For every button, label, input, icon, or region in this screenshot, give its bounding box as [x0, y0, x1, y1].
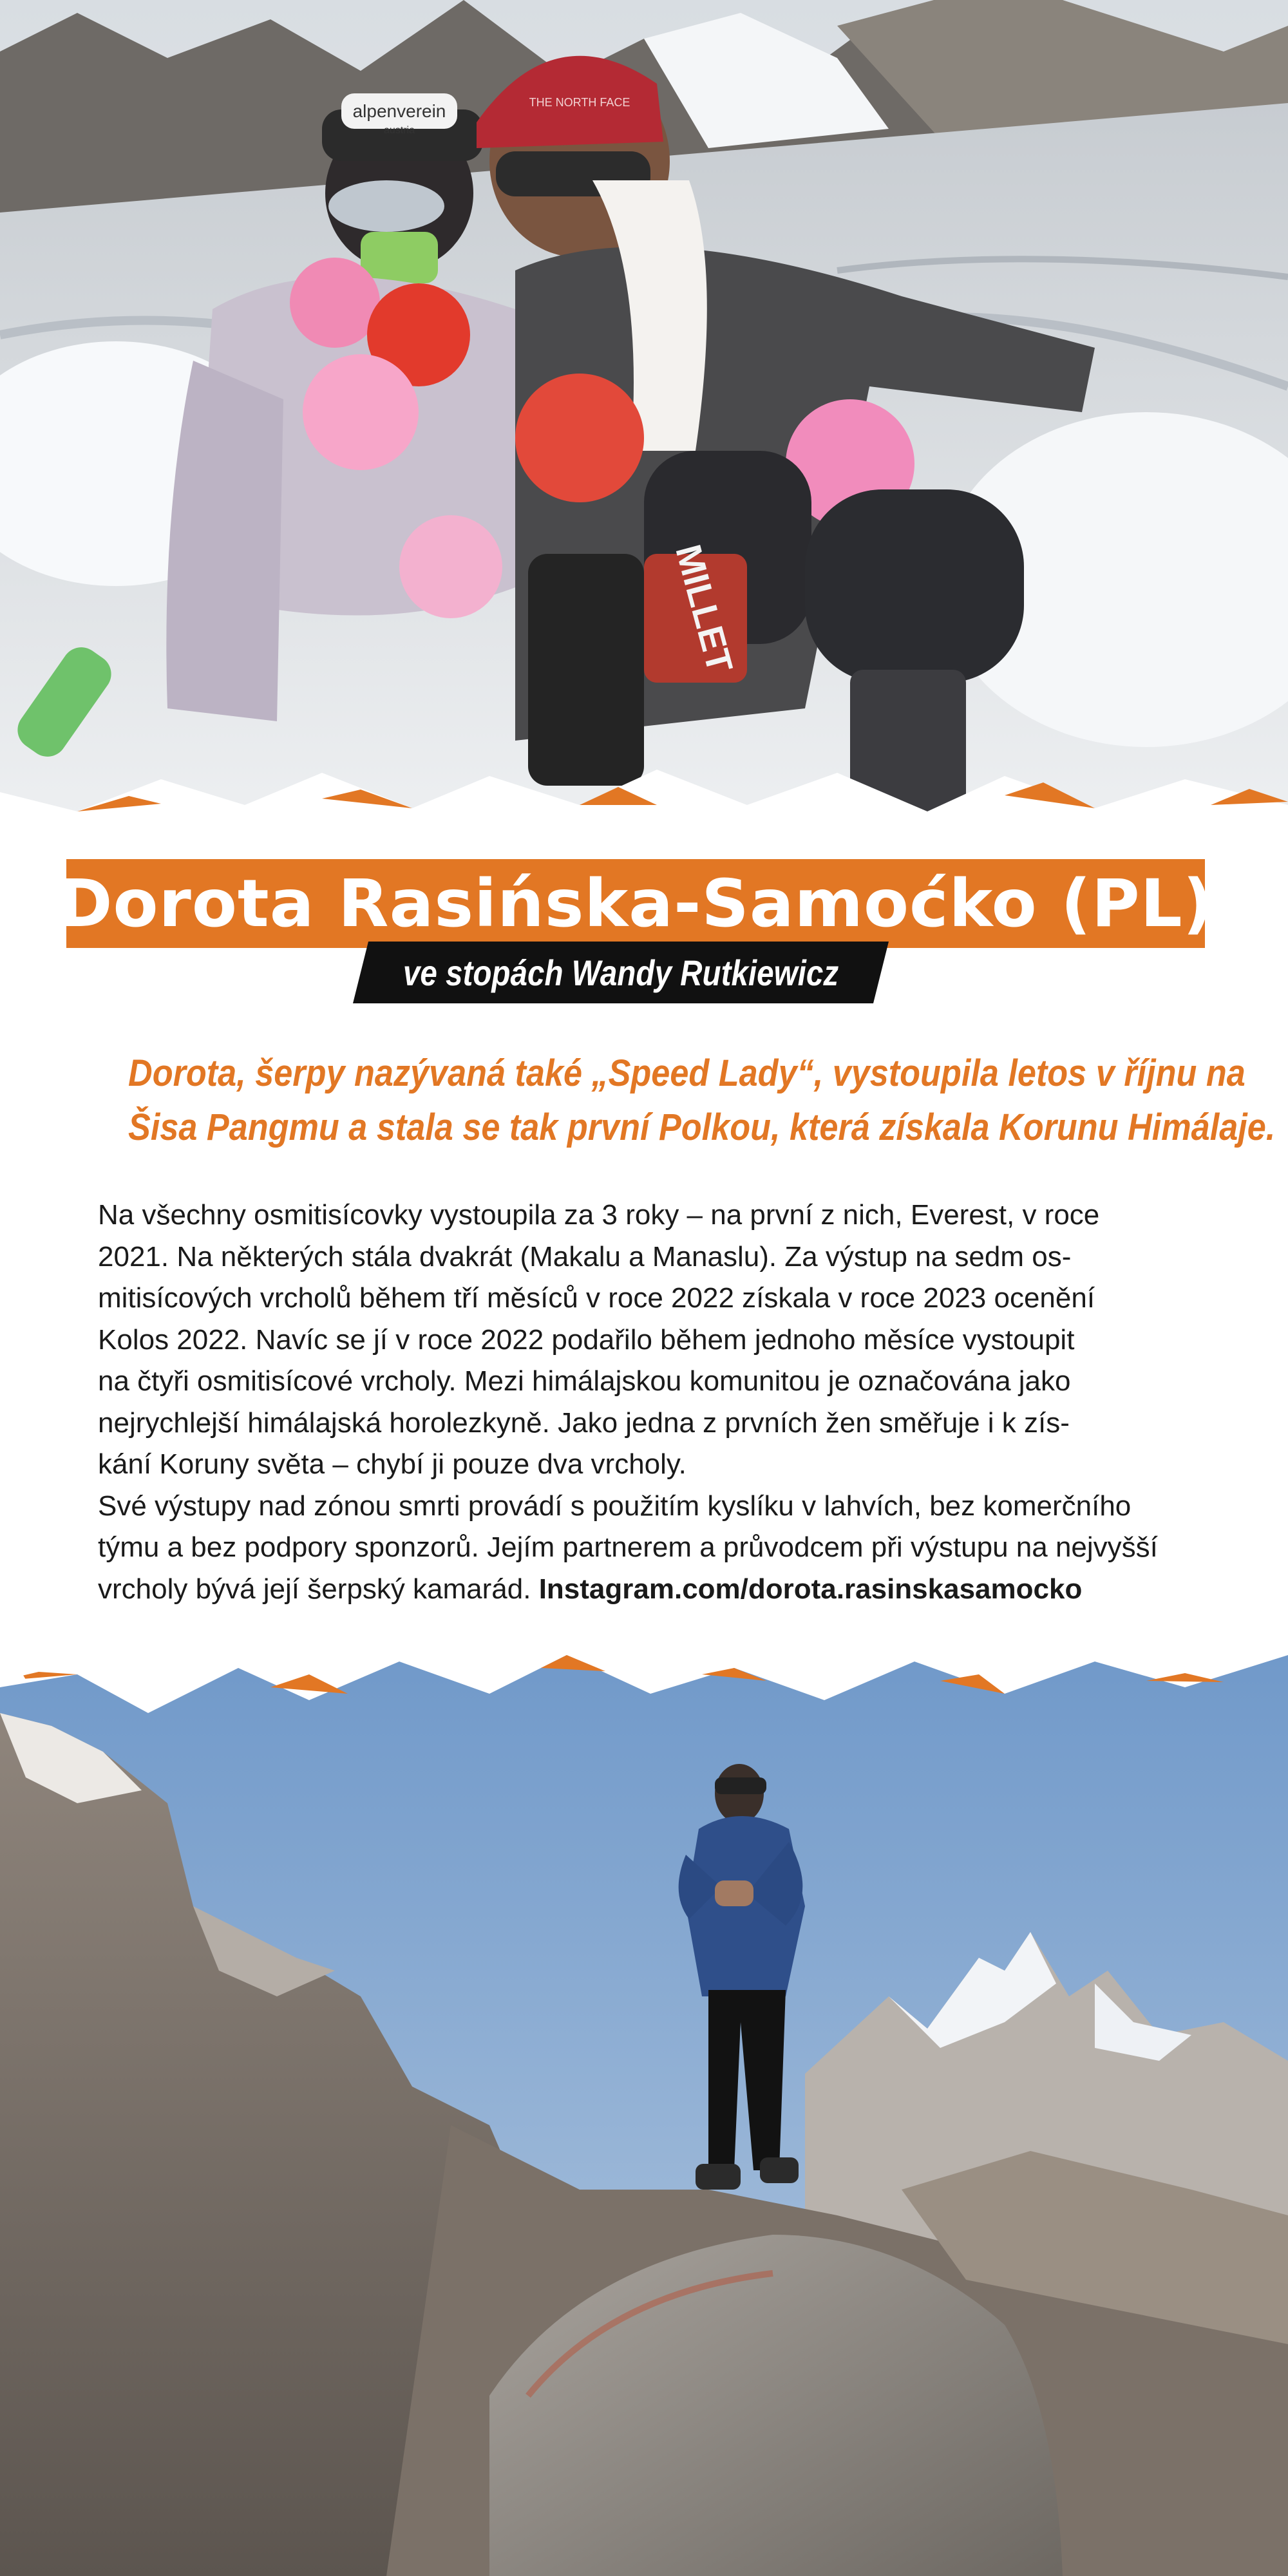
cap-logo-sub-text: austria: [383, 125, 415, 136]
top-photo-illustration: [0, 0, 1288, 837]
top-photo-climbers: [0, 0, 1288, 837]
body-paragraph: [98, 1195, 1231, 1610]
body-line: nejrychlejší himálajská horolezkyně. Jako jedna z prvních žen směřuje i k zís-: [98, 1406, 1070, 1439]
body-line: Kolos 2022. Navíc se jí v roce 2022 podařilo během jednoho měsíce vystoupit: [98, 1323, 1075, 1356]
body-line: Na všechny osmitisícovky vystoupila za 3 roky – na první z nich, Everest, v roce: [98, 1199, 1100, 1231]
body-line: mitisícových vrcholů během tří měsíců v roce 2022 získala v roce 2023 ocenění: [98, 1282, 1095, 1314]
title-banner: [57, 859, 1214, 948]
cap-logo-text: alpenverein: [352, 101, 446, 121]
body-last-line-text: vrcholy bývá její šerpský kamarád.: [98, 1573, 539, 1605]
body-line: 2021. Na některých stála dvakrát (Makalu a Manaslu). Za výstup na sedm os-: [98, 1240, 1072, 1273]
bottom-photo-climber: [0, 1636, 1288, 2576]
page-subtitle: ve stopách Wandy Rutkiewicz: [402, 952, 839, 993]
lead-paragraph: [71, 1046, 1276, 1155]
lead-line: Dorota, šerpy nazývaná také „Speed Lady“, vystoupila letos v říjnu na: [128, 1052, 1245, 1094]
body-line: na čtyři osmitisícové vrcholy. Mezi himálajskou komunitou je označována jako: [98, 1365, 1071, 1397]
body-line: Své výstupy nad zónou smrti provádí s použitím kyslíku v lahvích, bez komerčního: [98, 1490, 1132, 1522]
page-title: Dorota Rasińska-Samoćko (PL): [57, 865, 1214, 942]
body-last-line: [98, 1569, 1231, 1611]
body-line: kání Koruny světa – chybí ji pouze dva vrcholy.: [98, 1448, 687, 1480]
bottom-photo-illustration: [0, 1636, 1288, 2576]
lead-line: Šisa Pangmu a stala se tak první Polkou, která získala Korunu Himálaje.: [128, 1106, 1276, 1148]
subtitle-banner: [353, 942, 889, 1003]
pants-brand-text: MILLET: [668, 540, 741, 677]
cap-brand-text: THE NORTH FACE: [529, 96, 630, 109]
instagram-link[interactable]: Instagram.com/dorota.rasinskasamocko: [538, 1573, 1083, 1605]
body-line: týmu a bez podpory sponzorů. Jejím partnerem a průvodcem při výstupu na nejvyšší: [98, 1531, 1158, 1563]
